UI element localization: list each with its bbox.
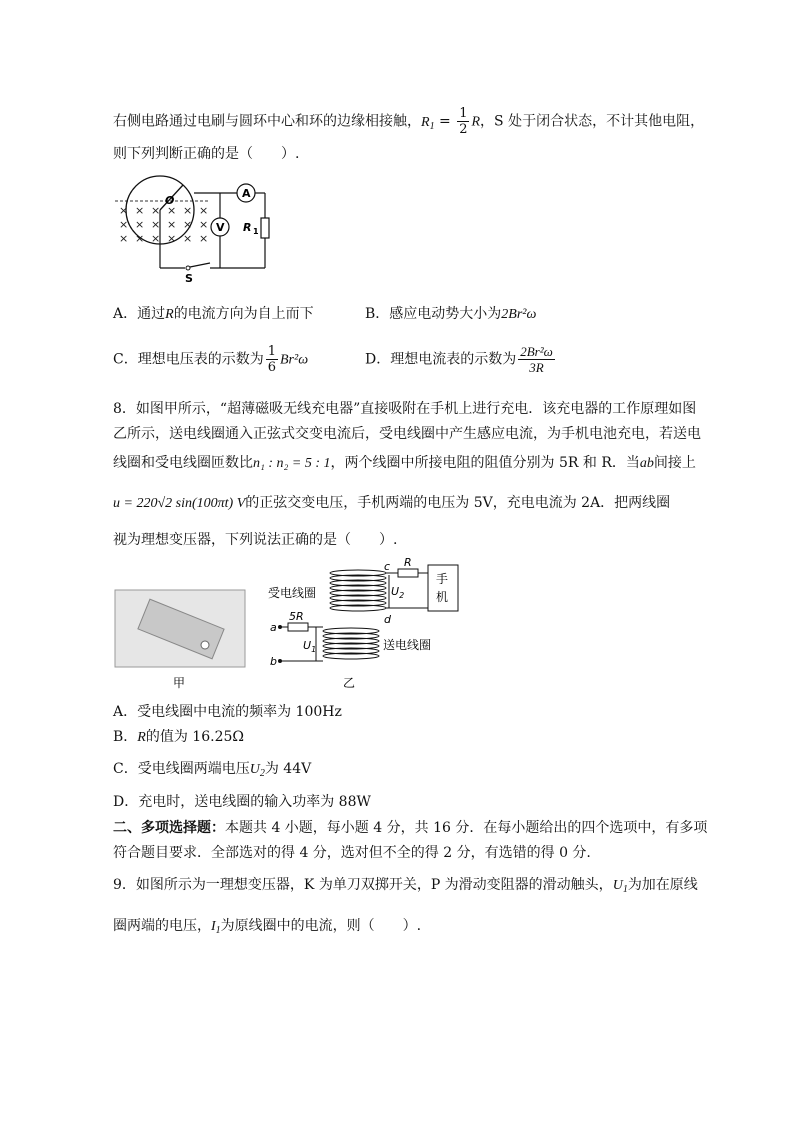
section-2-line2: 符合题目要求．全部选对的得 4 分，选对但不全的得 2 分，有选错的得 0 分. (113, 845, 591, 861)
q8-line3: 线圈和受电线圈匝数比n₁ : n₂ = 5 : 1，两个线圈中所接电阻的阻值分别为 5R 和 R．当ab间接上 (113, 455, 696, 471)
half-fraction: $\frac{1}{2}$ (459, 106, 468, 137)
svg-text:×: × (119, 204, 129, 217)
label-s: S (185, 272, 193, 283)
q7-option-b: B．感应电动势大小为2Br²ω (365, 306, 537, 322)
label-r: R (404, 556, 412, 569)
sending-coil (323, 628, 379, 659)
label-c: c (384, 560, 391, 573)
svg-text:×: × (135, 218, 145, 231)
svg-text:×: × (167, 204, 177, 217)
q7-stem-text2: ，S 处于闭合状态，不计其他电阻， (480, 113, 705, 130)
label-v: V (216, 221, 225, 234)
svg-text:×: × (167, 218, 177, 231)
r-symbol: R (471, 114, 481, 130)
label-o: O (165, 194, 175, 207)
svg-text:×: × (135, 232, 145, 245)
label-receiving-coil: 受电线圈 (268, 586, 317, 600)
label-u2: $U_2$ (391, 585, 405, 600)
svg-text:机: 机 (436, 590, 449, 604)
q9-line2: 圈两端的电压，$I_1$为原线圈中的电流，则（ ）. (113, 918, 422, 936)
q8-line5: 视为理想变压器，下列说法正确的是（ ）. (113, 532, 398, 548)
svg-text:×: × (151, 232, 161, 245)
q8-figure (113, 553, 463, 690)
section-2-title: 二、多项选择题： (113, 820, 225, 836)
q7-stem-line1: 右侧电路通过电刷与圆环中心和环的边缘相接触，$R_1$ = $\frac{1}{2}$ R，S 处于闭合状态，不计其他电阻， (113, 106, 705, 137)
svg-text:×: × (199, 204, 209, 217)
resistor-5r (288, 623, 308, 631)
q8-line2: 乙所示，送电线圈通入正弦式交变电流后，受电线圈中产生感应电流，为手机电池充电，若送电 (113, 426, 701, 442)
q8-option-a: A．受电线圈中电流的频率为 100Hz (113, 704, 342, 720)
q9-line1: 9．如图所示为一理想变压器，K 为单刀双掷开关，P 为滑动变阻器的滑动触头，$U_1$为加在原线 (113, 877, 698, 895)
svg-text:1: 1 (253, 227, 259, 236)
svg-text:×: × (119, 232, 129, 245)
q8-option-d: D．充电时，送电线圈的输入功率为 88W (113, 794, 371, 810)
label-phone: 手 (436, 572, 449, 586)
q7-option-c: C．理想电压表的示数为 $\frac{1}{6}$ Br²ω (113, 344, 309, 375)
svg-text:×: × (135, 204, 145, 217)
resistor-r (398, 569, 418, 577)
svg-text:×: × (151, 218, 161, 231)
svg-text:×: × (183, 232, 193, 245)
label-u1: $U_1$ (303, 639, 317, 654)
q7-circuit-figure (115, 168, 275, 283)
svg-text:×: × (183, 204, 193, 217)
q8-line1: 8．如图甲所示，“超薄磁吸无线充电器”直接吸附在手机上进行充电．该充电器的工作原理如图 (113, 401, 697, 417)
svg-text:×: × (199, 232, 209, 245)
q7-option-d: D．理想电流表的示数为 $\frac{\text{2Br²ω}}{3R}$ (365, 344, 553, 375)
q7-stem-line2: 则下列判断正确的是（ ）. (113, 146, 300, 162)
section-2-line1: 二、多项选择题：本题共 4 小题，每小题 4 分，共 16 分．在每小题给出的四个选项中，有多项 (113, 820, 708, 836)
label-a: A (242, 187, 251, 200)
svg-text:×: × (183, 218, 193, 231)
q8-line4: u = 220√2 sin(100πt) V的正弦交变电压，手机两端的电压为 5V，充电电流为 2A．把两线圈 (113, 495, 671, 511)
label-5r: 5R (289, 610, 304, 623)
label-jia: 甲 (173, 676, 186, 690)
resistor-r1 (261, 218, 269, 238)
svg-text:×: × (119, 218, 129, 231)
label-a-terminal: a (270, 621, 277, 634)
svg-text:×: × (167, 232, 177, 245)
q7-stem-text: 右侧电路通过电刷与圆环中心和环的边缘相接触， (113, 113, 421, 130)
label-r1: R (243, 221, 252, 234)
magnetic-field-crosses (119, 204, 208, 245)
label-b-terminal: b (270, 655, 277, 668)
svg-text:×: × (199, 218, 209, 231)
svg-text:×: × (151, 204, 161, 217)
switch-s (186, 266, 190, 270)
r1-symbol: $R_1$ (421, 114, 435, 132)
label-d: d (384, 613, 391, 626)
q8-option-c: C．受电线圈两端电压$U_2$为 44V (113, 761, 312, 779)
q7-option-a: A．通过R的电流方向为自上而下 (113, 306, 314, 322)
q8-option-b: B．R的值为 16.25Ω (113, 729, 244, 745)
receiving-coil (330, 570, 386, 611)
label-yi: 乙 (343, 676, 356, 690)
label-sending-coil: 送电线圈 (383, 638, 432, 652)
